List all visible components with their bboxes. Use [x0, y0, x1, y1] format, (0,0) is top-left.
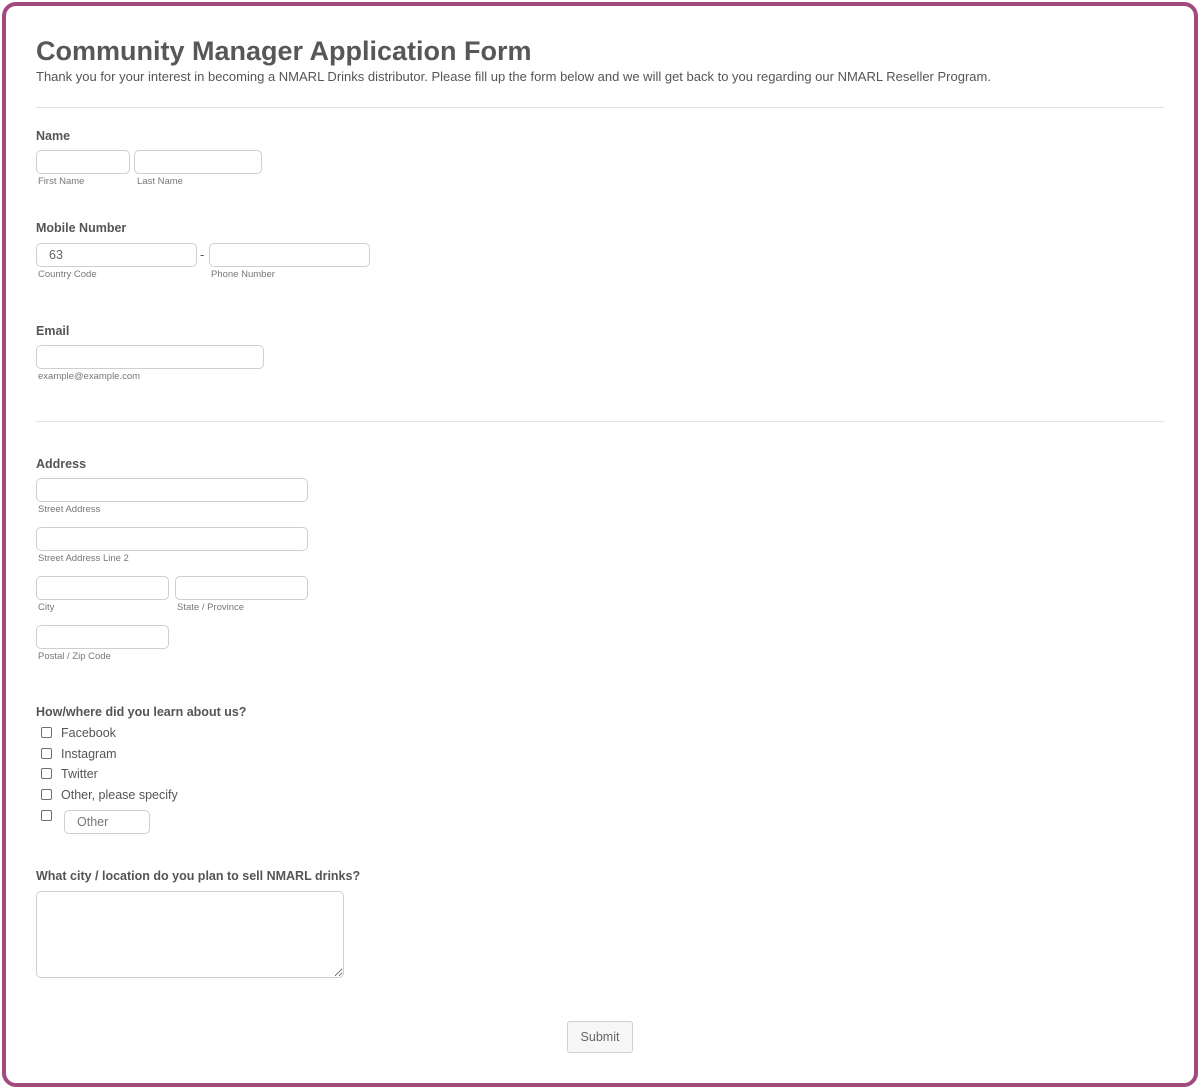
city-sublabel: City — [38, 602, 55, 613]
postal-code-sublabel: Postal / Zip Code — [38, 651, 111, 662]
first-name-sublabel: First Name — [38, 176, 85, 187]
form-title: Community Manager Application Form — [36, 36, 532, 66]
checkbox-other-specify[interactable] — [41, 789, 52, 800]
checkbox-instagram-label: Instagram — [61, 747, 117, 761]
postal-code-input[interactable] — [36, 625, 169, 649]
checkbox-twitter-label: Twitter — [61, 767, 98, 781]
state-province-input[interactable] — [175, 576, 308, 600]
street-address-line2-sublabel: Street Address Line 2 — [38, 553, 129, 564]
street-address-sublabel: Street Address — [38, 504, 101, 515]
checkbox-twitter[interactable] — [41, 768, 52, 779]
state-province-sublabel: State / Province — [177, 602, 245, 613]
country-code-input[interactable] — [36, 243, 197, 267]
phone-separator: - — [200, 247, 205, 262]
checkbox-other[interactable] — [41, 810, 52, 821]
phone-number-input[interactable] — [209, 243, 370, 267]
mobile-label: Mobile Number — [36, 221, 127, 235]
header-divider — [36, 107, 1164, 108]
email-input[interactable] — [36, 345, 264, 369]
name-label: Name — [36, 129, 71, 143]
location-textarea[interactable] — [36, 891, 344, 978]
last-name-sublabel: Last Name — [137, 176, 183, 187]
address-label: Address — [36, 457, 87, 471]
phone-number-sublabel: Phone Number — [211, 269, 275, 280]
section-divider — [36, 421, 1164, 422]
other-input[interactable] — [64, 810, 150, 834]
checkbox-facebook[interactable] — [41, 727, 52, 738]
checkbox-other-specify-label: Other, please specify — [61, 788, 178, 802]
email-label: Email — [36, 324, 70, 338]
first-name-input[interactable] — [36, 150, 130, 174]
location-label: What city / location do you plan to sell NMARL drinks? — [36, 869, 361, 883]
last-name-input[interactable] — [134, 150, 262, 174]
checkbox-facebook-label: Facebook — [61, 726, 116, 740]
city-input[interactable] — [36, 576, 169, 600]
street-address-line2-input[interactable] — [36, 527, 308, 551]
submit-button[interactable]: Submit — [567, 1021, 633, 1053]
checkbox-instagram[interactable] — [41, 748, 52, 759]
street-address-input[interactable] — [36, 478, 308, 502]
country-code-sublabel: Country Code — [38, 269, 97, 280]
form-description: Thank you for your interest in becoming a NMARL Drinks distributor. Please fill up the form below and we will get back to you regarding our NMARL Reseller Program. — [36, 69, 991, 84]
learn-about-label: How/where did you learn about us? — [36, 705, 247, 719]
email-hint: example@example.com — [38, 371, 141, 382]
